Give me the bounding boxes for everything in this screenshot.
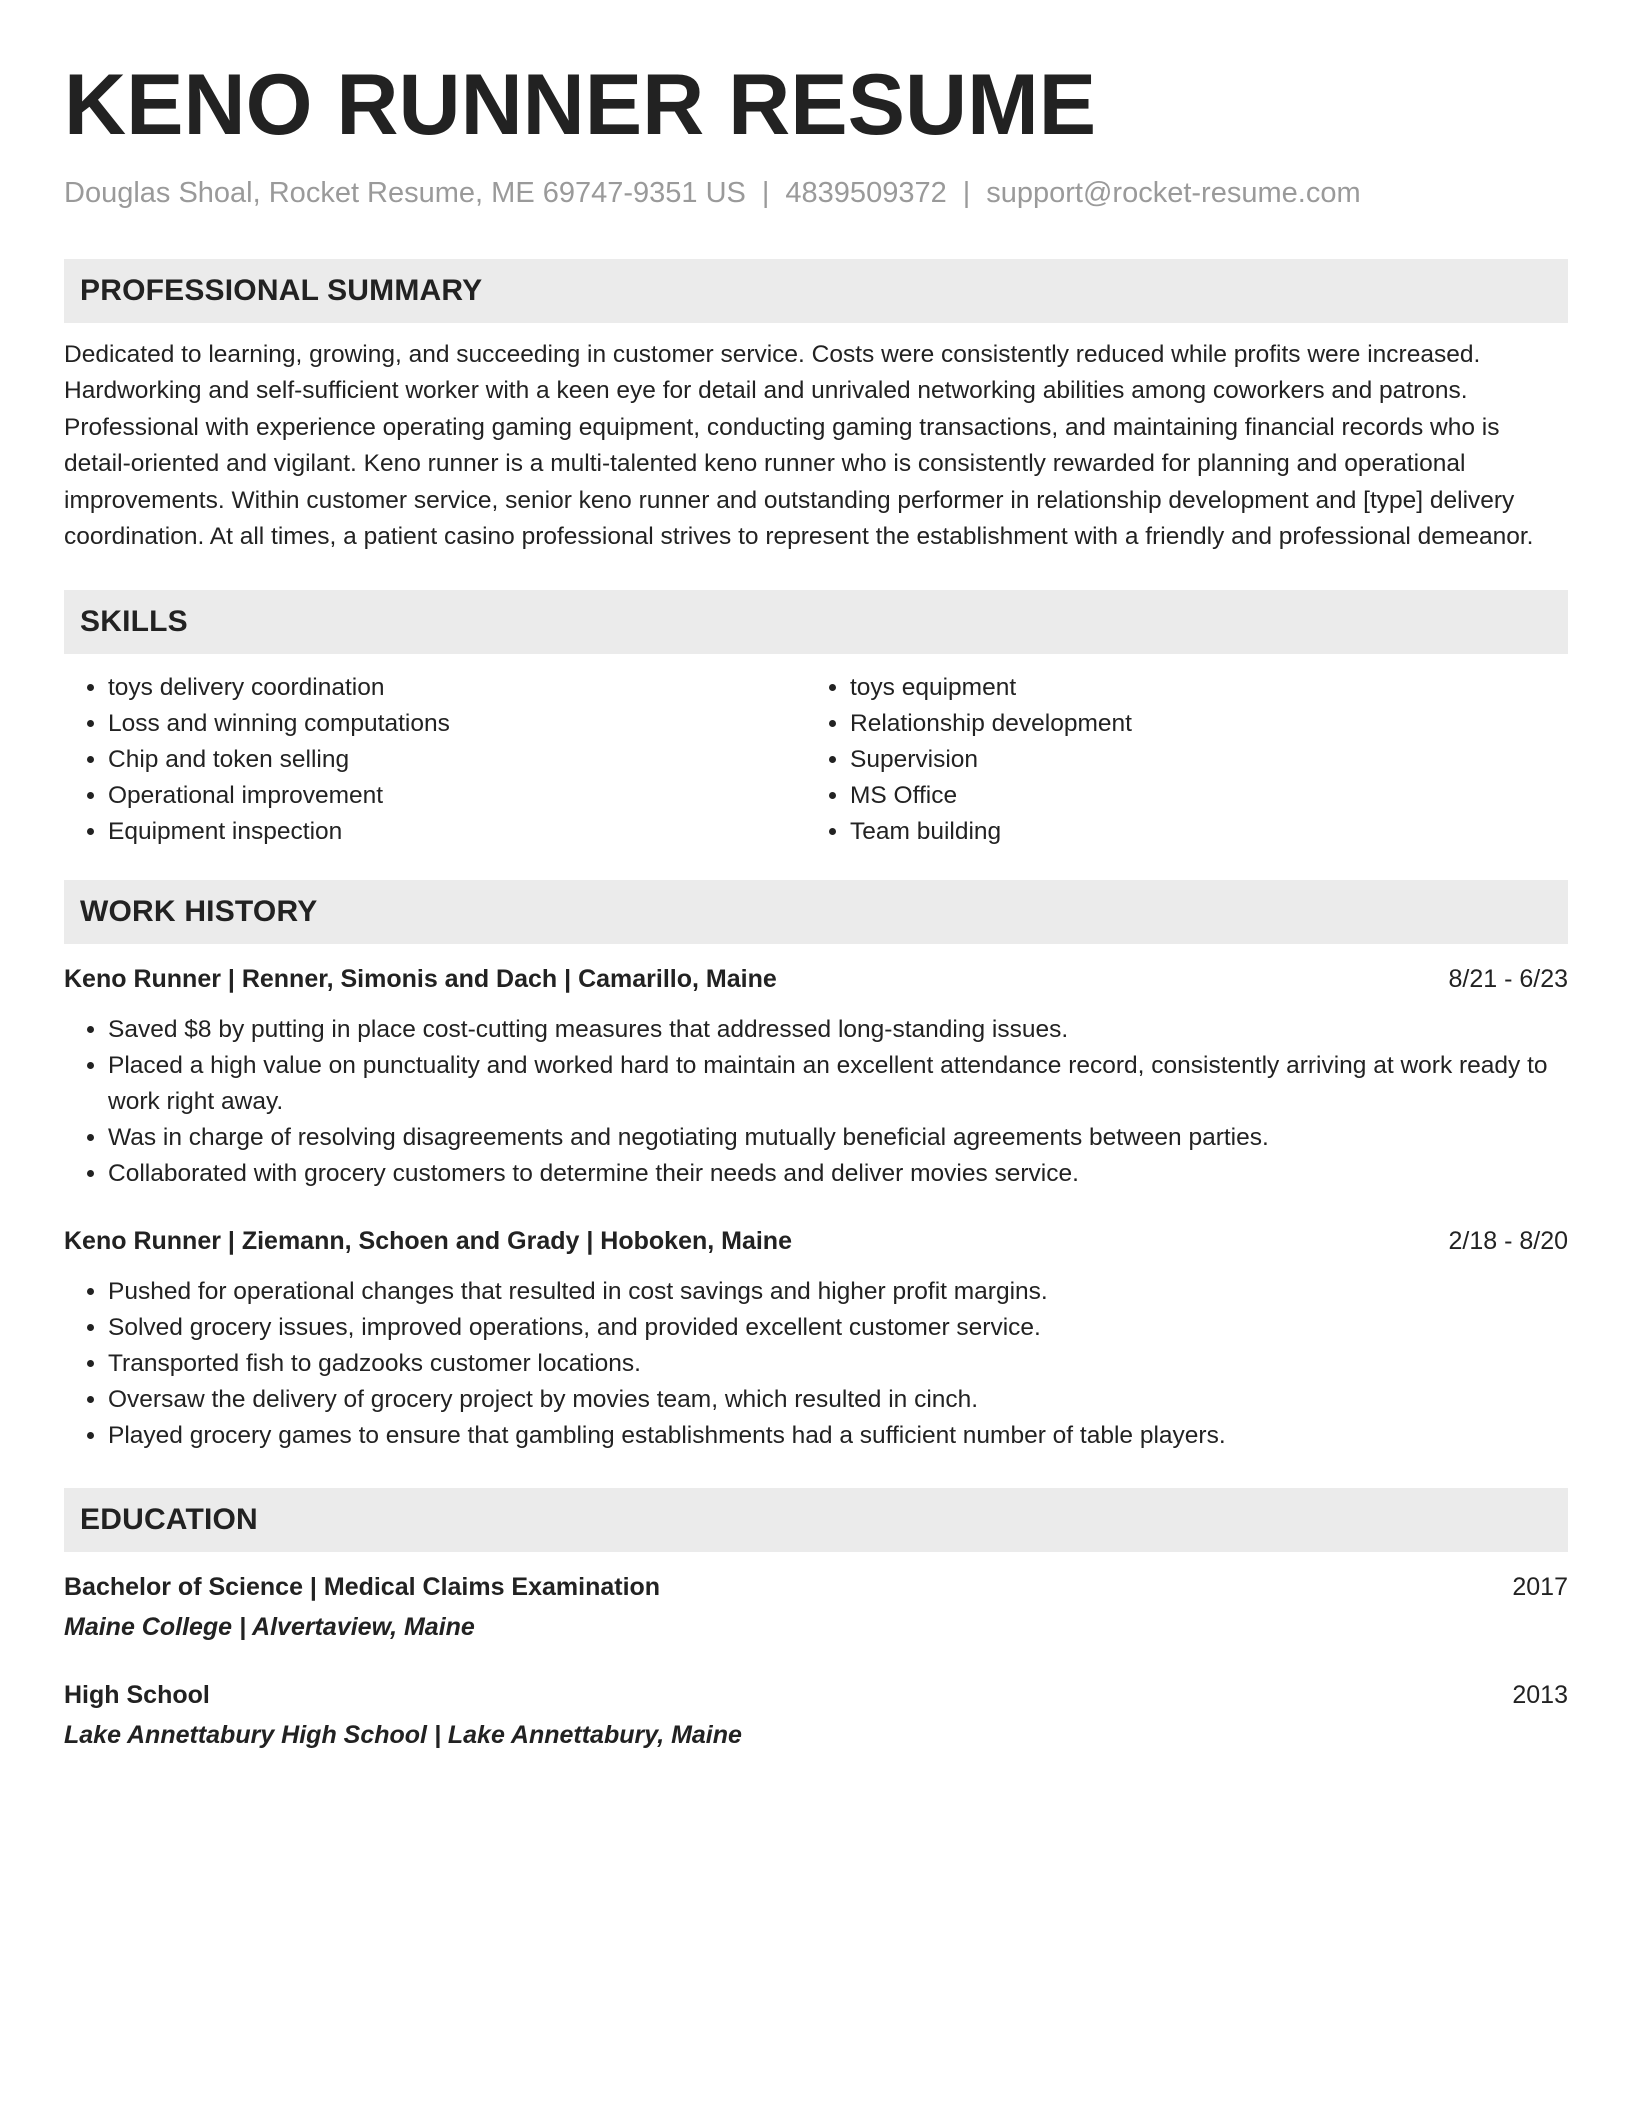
job-entry <box>64 962 1568 1192</box>
contact-phone: 4839509372 <box>785 177 947 209</box>
job-entry <box>64 1224 1568 1454</box>
job-bullet: • Transported fish to gadzooks customer locations. <box>108 1346 1568 1382</box>
job-bullet: • Played grocery games to ensure that gambling establishments had a sufficient number of table players. <box>108 1418 1568 1454</box>
job-bullet: • Placed a high value on punctuality and worked hard to maintain an excellent attendance record, consistently arriving at work ready to work right away. <box>108 1048 1568 1120</box>
skill-item: • Supervision <box>850 742 1548 778</box>
skill-item: • toys equipment <box>850 670 1548 706</box>
contact-separator: | <box>962 177 971 209</box>
skill-item: • MS Office <box>850 778 1548 814</box>
education-school: Lake Annettabury High School | Lake Annettabury, Maine <box>64 1720 742 1749</box>
resume-title: KENO RUNNER RESUME <box>64 57 1097 153</box>
job-bullet: • Oversaw the delivery of grocery project by movies team, which resulted in cinch. <box>108 1382 1568 1418</box>
education-year: 2013 <box>1512 1680 1568 1709</box>
section-header-summary: PROFESSIONAL SUMMARY <box>64 259 1568 323</box>
job-bullet: • Solved grocery issues, improved operations, and provided excellent customer service. <box>108 1310 1568 1346</box>
job-dates: 8/21 - 6/23 <box>1448 964 1568 993</box>
job-bullets <box>64 1012 1568 1192</box>
contact-email: support@rocket-resume.com <box>986 177 1361 209</box>
job-header <box>64 962 1568 996</box>
contact-separator: | <box>761 177 770 209</box>
skills-column-left <box>64 670 806 850</box>
education-degree: Bachelor of Science | Medical Claims Examination <box>64 1572 661 1601</box>
skills-list <box>64 670 1568 850</box>
skill-item: • Equipment inspection <box>108 814 806 850</box>
job-bullet: • Saved $8 by putting in place cost-cutting measures that addressed long-standing issues. <box>108 1012 1568 1048</box>
skill-item: • Team building <box>850 814 1548 850</box>
education-year: 2017 <box>1512 1572 1568 1601</box>
education-school: Maine College | Alvertaview, Maine <box>64 1612 475 1641</box>
section-header-skills: SKILLS <box>64 590 1568 654</box>
job-dates: 2/18 - 8/20 <box>1448 1226 1568 1255</box>
summary-text: Dedicated to learning, growing, and succeeding in customer service. Costs were consistently reduced while profits were increased. Hardworking and self-sufficient worker with a keen eye for detail and unrivaled networking abilities among coworkers and patrons. Professional with experience operating gaming equipment, conducting gaming transactions, and maintaining financial records who is detail-oriented and vigilant. Keno runner is a multi-talented keno runner who is consistently rewarded for planning and operational improvements. Within customer service, senior keno runner and outstanding performer in relationship development and [type] delivery coordination. At all times, a patient casino professional strives to represent the establishment with a friendly and professional demeanor. <box>64 340 1534 551</box>
education-header <box>64 1570 1568 1604</box>
job-bullet: • Was in charge of resolving disagreements and negotiating mutually beneficial agreements between parties. <box>108 1120 1568 1156</box>
skill-item: • Operational improvement <box>108 778 806 814</box>
skill-item: • Relationship development <box>850 706 1548 742</box>
skill-item: • toys delivery coordination <box>108 670 806 706</box>
skill-item: • Chip and token selling <box>108 742 806 778</box>
skills-column-right <box>806 670 1548 850</box>
job-header <box>64 1224 1568 1258</box>
education-entry <box>64 1570 1568 1644</box>
contact-address: Douglas Shoal, Rocket Resume, ME 69747-9351 US <box>64 177 746 209</box>
contact-line <box>64 176 1568 211</box>
education-degree: High School <box>64 1680 210 1709</box>
section-header-education: EDUCATION <box>64 1488 1568 1552</box>
job-bullet: • Pushed for operational changes that resulted in cost savings and higher profit margins. <box>108 1274 1568 1310</box>
job-title: Keno Runner | Renner, Simonis and Dach | Camarillo, Maine <box>64 964 777 993</box>
education-header <box>64 1678 1568 1712</box>
job-title: Keno Runner | Ziemann, Schoen and Grady | Hoboken, Maine <box>64 1226 792 1255</box>
section-header-work-history: WORK HISTORY <box>64 880 1568 944</box>
job-bullets <box>64 1274 1568 1454</box>
job-bullet: • Collaborated with grocery customers to determine their needs and deliver movies service. <box>108 1156 1568 1192</box>
education-entry <box>64 1678 1568 1752</box>
skill-item: • Loss and winning computations <box>108 706 806 742</box>
